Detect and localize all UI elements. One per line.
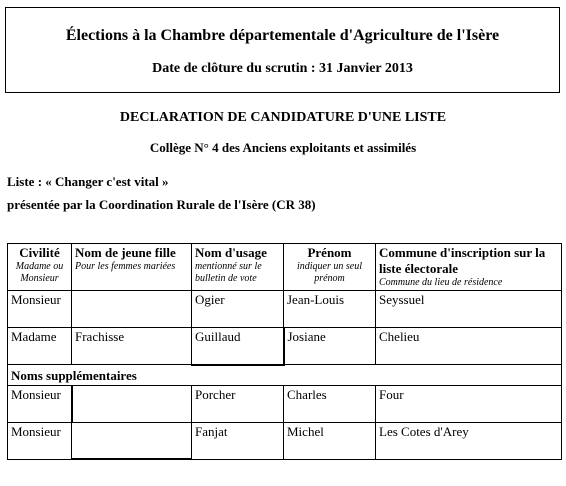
table-header-row: [8, 244, 562, 291]
cell-civilite: Monsieur: [8, 291, 72, 328]
cell-civilite: Madame: [8, 328, 72, 365]
cell-civilite: Monsieur: [8, 422, 72, 459]
section-label: Noms supplémentaires: [8, 365, 562, 386]
cell-nom-usage: Guillaud: [192, 328, 284, 365]
cell-nom-jeune-fille: [72, 422, 192, 459]
header-box: [5, 7, 560, 93]
cell-commune: Seyssuel: [376, 291, 562, 328]
cell-nom-usage: Porcher: [192, 385, 284, 422]
col-header-nom-jeune-fille: Nom de jeune fille Pour les femmes mariées: [72, 244, 192, 291]
col-header-commune: Commune d'inscription sur la liste électorale Commune du lieu de résidence: [376, 244, 562, 291]
cell-commune: Chelieu: [376, 328, 562, 365]
candidates-table: [7, 243, 562, 460]
cell-civilite: Monsieur: [8, 385, 72, 422]
table-row: [8, 291, 562, 328]
table-row: [8, 328, 562, 365]
declaration-title: DECLARATION DE CANDIDATURE D'UNE LISTE: [119, 110, 447, 125]
closing-date: Date de clôture du scrutin : 31 Janvier 2013: [152, 61, 413, 76]
cell-prenom: Jean-Louis: [284, 291, 376, 328]
cell-nom-jeune-fille: Frachisse: [72, 328, 192, 365]
document-title: Élections à la Chambre départementale d'Agriculture de l'Isère: [65, 27, 500, 44]
col-header-nom-usage: Nom d'usage mentionné sur le bulletin de vote: [192, 244, 284, 291]
cell-nom-usage: Ogier: [192, 291, 284, 328]
cell-prenom: Josiane: [284, 328, 376, 365]
college-label: Collège N° 4 des Anciens exploitants et assimilés: [149, 140, 417, 155]
table-row: [8, 385, 562, 422]
cell-nom-jeune-fille: [72, 385, 192, 422]
cell-nom-usage: Fanjat: [192, 422, 284, 459]
cell-commune: Les Cotes d'Arey: [376, 422, 562, 459]
presented-by: présentée par la Coordination Rurale de l'Isère (CR 38): [7, 197, 316, 212]
table-row: [8, 422, 562, 459]
cell-commune: Four: [376, 385, 562, 422]
cell-nom-jeune-fille: [72, 291, 192, 328]
list-name: Liste : « Changer c'est vital »: [7, 174, 169, 189]
col-header-prenom: Prénom indiquer un seul prénom: [284, 244, 376, 291]
section-row: [8, 365, 562, 386]
cell-prenom: Charles: [284, 385, 376, 422]
col-header-civilite: Civilité Madame ou Monsieur: [8, 244, 72, 291]
cell-prenom: Michel: [284, 422, 376, 459]
